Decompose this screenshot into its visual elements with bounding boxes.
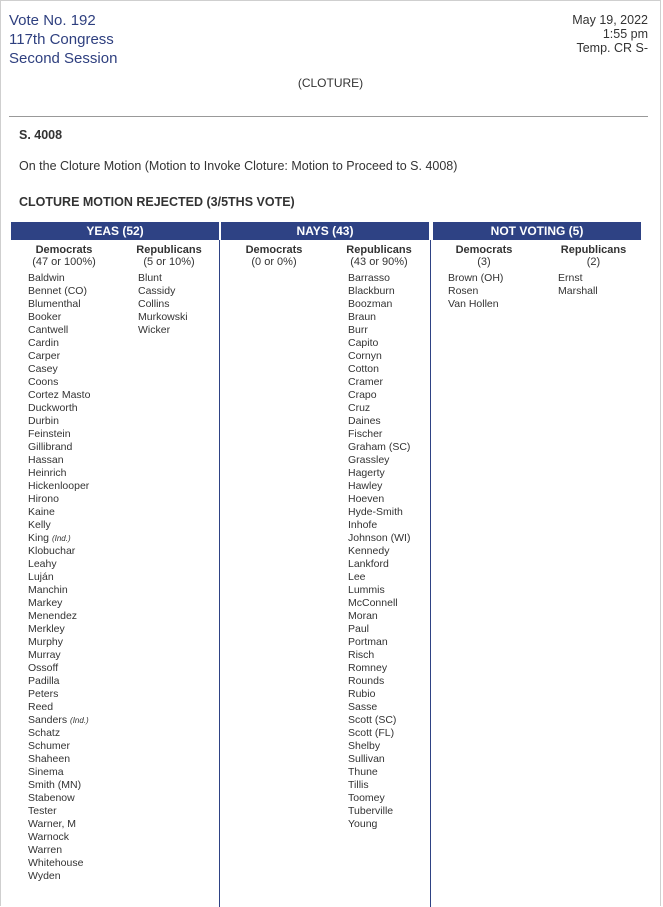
senator-name [348,415,410,428]
senator-name [348,402,410,415]
senator-name [348,727,410,740]
senator-name-text: Boozman [348,298,393,310]
senator-name [28,532,90,545]
not-voting-democrats-header [439,244,529,268]
senator-name-text: Cornyn [348,350,382,362]
senator-name [558,272,598,285]
party-count: (2) [586,256,601,268]
senator-name-text: Hickenlooper [28,480,90,492]
party-label: Democrats [455,244,513,256]
senator-name-text: Hirono [28,493,59,505]
senator-name-text: Padilla [28,675,60,687]
senator-name-text: Menendez [28,610,78,622]
senator-name-text: Braun [348,311,377,323]
party-label: Republicans [136,244,202,256]
nays-header-bar: NAYS (43) [221,222,429,240]
senator-name [348,298,410,311]
senator-name-text: Barrasso [348,272,391,284]
senator-name-text: Cramer [348,376,384,388]
senator-name-text: Gillibrand [28,441,73,453]
senator-name-text: Cardin [28,337,59,349]
senator-name [28,740,90,753]
senator-name-text: Moran [348,610,378,622]
yeas-republicans-header [125,244,213,268]
senator-name-text: Blunt [138,272,162,284]
senator-name-text: King [28,532,50,544]
senator-name [348,272,410,285]
vote-date: May 19, 2022 [572,13,648,27]
vote-type: (CLOTURE) [297,76,364,90]
party-count: (0 or 0%) [251,256,297,268]
senator-name-text: Reed [28,701,54,713]
senator-name-text: Van Hollen [448,298,499,310]
senator-name-text: Scott (FL) [348,727,395,739]
senator-name [348,467,410,480]
senator-name [348,545,410,558]
party-count: (43 or 90%) [350,256,408,268]
senator-name-text: Capito [348,337,379,349]
senator-name-text: Warner, M [28,818,77,830]
nays-republicans-list [348,272,410,831]
party-count: (3) [477,256,491,268]
senator-name-text: Rounds [348,675,385,687]
senator-name [348,636,410,649]
senator-name-text: Kennedy [348,545,390,557]
senator-name-text: Lankford [348,558,389,570]
senator-name-text: Rubio [348,688,376,700]
senator-name [558,285,598,298]
senator-name-text: Sullivan [348,753,385,765]
senator-name-text: Paul [348,623,370,635]
senator-name [348,532,410,545]
senator-name-text: Schumer [28,740,71,752]
senator-name-text: Shaheen [28,753,71,765]
senator-name [348,714,410,727]
senator-name-text: Grassley [348,454,390,466]
senator-name-text: Baldwin [28,272,65,284]
senator-name [28,714,90,727]
senator-name [138,324,188,337]
senator-name-text: Wicker [138,324,171,336]
senator-name [138,272,188,285]
senator-name-text: Cortez Masto [28,389,91,401]
senator-name [348,701,410,714]
senator-name-text: Johnson (WI) [348,532,411,544]
senator-name-text: Schatz [28,727,61,739]
senator-name-text: Romney [348,662,388,674]
senator-name [348,389,410,402]
senator-name [348,480,410,493]
senator-name-text: Fischer [348,428,383,440]
senator-name [348,610,410,623]
senator-name-text: Coons [28,376,59,388]
party-label: Republicans [560,244,627,256]
senator-name-text: Hyde-Smith [348,506,403,518]
senator-name [28,649,90,662]
senator-name [28,298,90,311]
senator-name-text: Cassidy [138,285,176,297]
vote-number: Vote No. 192 [9,12,96,29]
senator-name-text: Tester [28,805,57,817]
party-count: (47 or 100%) [32,256,96,268]
senator-name [28,662,90,675]
senator-name [28,753,90,766]
senator-name-text: Carper [28,350,61,362]
senator-name [28,311,90,324]
independent-note: (Ind.) [70,716,89,725]
senator-name-text: Manchin [28,584,68,596]
senator-name-text: Risch [348,649,375,661]
session: Second Session [9,50,118,67]
senator-name-text: Markey [28,597,63,609]
senator-name-text: Lummis [348,584,385,596]
vote-title-block [9,11,117,68]
senator-name [28,584,90,597]
yeas-democrats-header [15,244,113,268]
senator-name-text: Collins [138,298,170,310]
header-divider [9,116,648,117]
senator-name-text: Duckworth [28,402,78,414]
senator-name [28,480,90,493]
senator-name [28,454,90,467]
senator-name [348,818,410,831]
senator-name [348,571,410,584]
senator-name-text: McConnell [348,597,398,609]
not-voting-republicans-list [558,272,598,298]
senator-name [28,766,90,779]
senator-name [348,558,410,571]
senator-name-text: Burr [348,324,368,336]
senator-name [28,558,90,571]
senator-name-text: Daines [348,415,381,427]
senator-name [28,610,90,623]
senator-name-text: Scott (SC) [348,714,397,726]
senator-name-text: Blumenthal [28,298,81,310]
senator-name [28,636,90,649]
senator-name-text: Casey [28,363,58,375]
senator-name [28,337,90,350]
senator-name-text: Blackburn [348,285,395,297]
senator-name-text: Hagerty [348,467,385,479]
senator-name [348,766,410,779]
senator-name [348,493,410,506]
senator-name-text: Heinrich [28,467,67,479]
senator-name [448,272,503,285]
senator-name [28,506,90,519]
senator-name-text: Thune [348,766,378,778]
senator-name [348,519,410,532]
senator-name-text: Portman [348,636,388,648]
senator-name [348,311,410,324]
senator-name [28,428,90,441]
senator-name [138,285,188,298]
senator-name-text: Murray [28,649,61,661]
senator-name-text: Whitehouse [28,857,84,869]
senator-name [28,389,90,402]
senator-name [28,779,90,792]
senator-name [348,506,410,519]
senator-name [28,805,90,818]
senator-name [348,753,410,766]
senator-name [348,285,410,298]
senator-name-text: Wyden [28,870,61,882]
senator-name-text: Sinema [28,766,64,778]
congress: 117th Congress [9,31,114,48]
party-label: Democrats [245,244,303,256]
senator-name [448,285,503,298]
senator-name-text: Ossoff [28,662,59,674]
date-block [572,13,648,55]
not-voting-democrats-list [448,272,503,311]
senator-name [448,298,503,311]
senator-name-text: Cantwell [28,324,69,336]
senator-name [348,454,410,467]
vote-question: On the Cloture Motion (Motion to Invoke Cloture: Motion to Proceed to S. 4008) [19,159,458,173]
senator-name [28,545,90,558]
senator-name-text: Durbin [28,415,59,427]
senator-name-text: Hoeven [348,493,385,505]
column-divider [430,240,431,907]
senator-name [348,363,410,376]
senator-name [28,519,90,532]
senator-name [348,649,410,662]
senator-name [28,688,90,701]
senator-name [28,597,90,610]
senator-name [348,428,410,441]
senator-name [348,779,410,792]
senator-name-text: Feinstein [28,428,71,440]
senator-name [28,467,90,480]
senator-name-text: Crapo [348,389,377,401]
senator-name-text: Kelly [28,519,51,531]
senator-name-text: Luján [28,571,54,583]
not-voting-republicans-header [546,244,641,268]
senator-name-text: Hassan [28,454,64,466]
party-label: Democrats [35,244,93,256]
nays-democrats-header [229,244,319,268]
senator-name [28,857,90,870]
senator-name-text: Inhofe [348,519,378,531]
senator-name-text: Young [348,818,378,830]
vote-location: Temp. CR S- [576,41,648,55]
senator-name [348,688,410,701]
senator-name [28,792,90,805]
senator-name [28,675,90,688]
senator-name-text: Sanders [28,714,68,726]
senator-name [348,597,410,610]
senator-name-text: Marshall [558,285,598,297]
nays-republicans-header [334,244,424,268]
senator-name [28,623,90,636]
senator-name [28,844,90,857]
senator-name [348,584,410,597]
senator-name [348,324,410,337]
senator-name-text: Cruz [348,402,371,414]
senator-name-text: Tillis [348,779,369,791]
senator-name-text: Klobuchar [28,545,76,557]
yeas-democrats-list [28,272,90,883]
senator-name [28,571,90,584]
senator-name-text: Peters [28,688,59,700]
senator-name [28,272,90,285]
senator-name-text: Warren [28,844,63,856]
senator-name-text: Leahy [28,558,57,570]
senator-name [138,298,188,311]
senator-name-text: Stabenow [28,792,75,804]
senator-name [348,376,410,389]
not-voting-header-bar: NOT VOTING (5) [433,222,641,240]
senator-name [348,675,410,688]
senator-name-text: Lee [348,571,366,583]
senator-name [348,662,410,675]
senator-name [28,701,90,714]
senator-name [28,402,90,415]
senator-name-text: Toomey [348,792,385,804]
column-divider [219,240,220,907]
yeas-republicans-list [138,272,188,337]
senator-name [28,441,90,454]
senator-name-text: Shelby [348,740,381,752]
senator-name [348,805,410,818]
senator-name [28,727,90,740]
senator-name [348,441,410,454]
senator-name [138,311,188,324]
senator-name-text: Sasse [348,701,378,713]
senator-name-text: Warnock [28,831,70,843]
senator-name-text: Tuberville [348,805,394,817]
senator-name [28,870,90,883]
senator-name-text: Graham (SC) [348,441,411,453]
bill-number: S. 4008 [19,128,63,142]
senator-name-text: Ernst [558,272,583,284]
yeas-header-bar: YEAS (52) [11,222,219,240]
party-label: Republicans [346,244,412,256]
senator-name-text: Smith (MN) [28,779,82,791]
senator-name-text: Booker [28,311,62,323]
senator-name-text: Murkowski [138,311,188,323]
senator-name [348,792,410,805]
vote-time: 1:55 pm [602,27,648,41]
senator-name [28,831,90,844]
independent-note: (Ind.) [51,534,71,543]
senator-name [28,324,90,337]
vote-result: CLOTURE MOTION REJECTED (3/5THS VOTE) [19,195,295,209]
senator-name [348,350,410,363]
senator-name [28,363,90,376]
senator-name [28,376,90,389]
senator-name [28,818,90,831]
senator-name [28,350,90,363]
senator-name-text: Merkley [28,623,65,635]
senator-name-text: Brown (OH) [448,272,504,284]
senator-name-text: Bennet (CO) [28,285,87,297]
senator-name-text: Rosen [448,285,479,297]
senator-name-text: Hawley [348,480,383,492]
senator-name-text: Murphy [28,636,64,648]
senator-name [348,623,410,636]
senator-name-text: Kaine [28,506,55,518]
senator-name [28,415,90,428]
senator-name [348,740,410,753]
senator-name-text: Cotton [348,363,379,375]
senator-name [28,285,90,298]
party-count: (5 or 10%) [143,256,195,268]
senator-name [348,337,410,350]
senator-name [28,493,90,506]
